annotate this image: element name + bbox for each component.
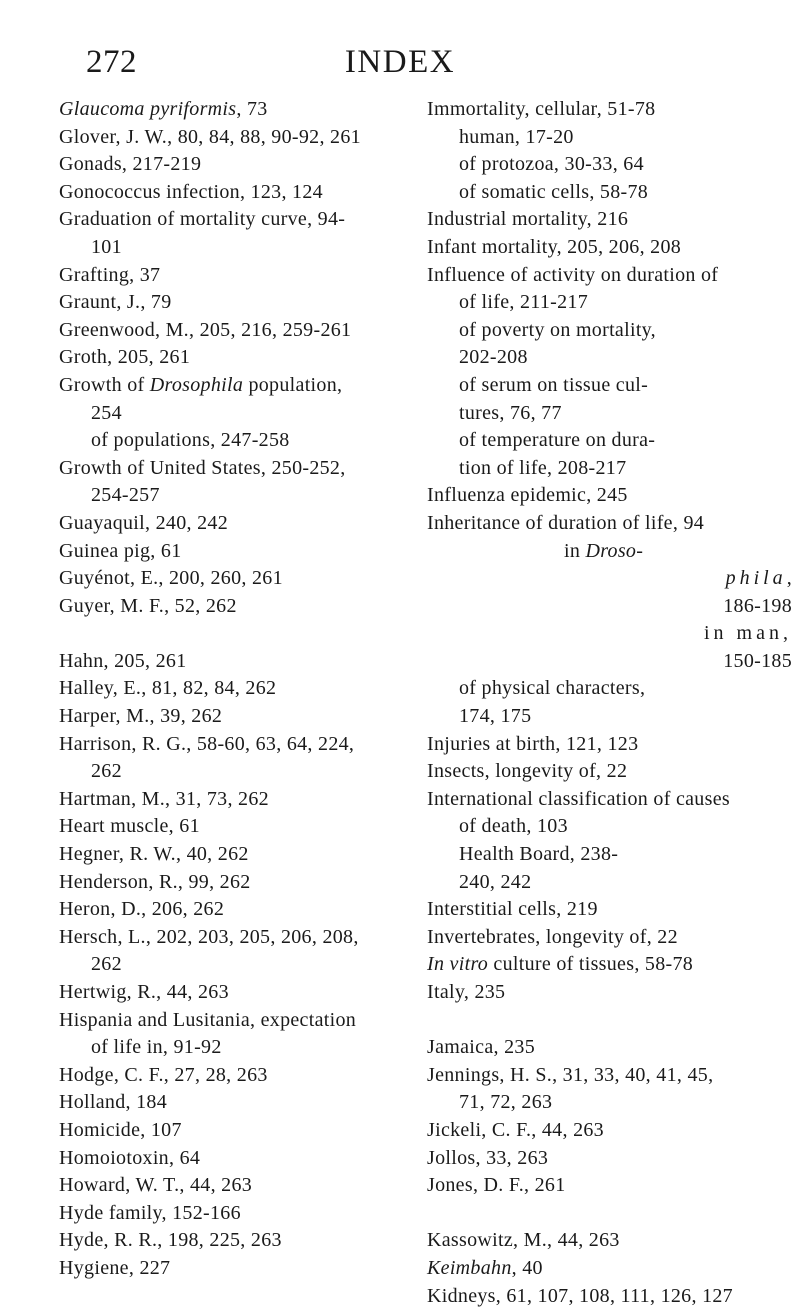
index-entry-continuation: 240, 242 xyxy=(459,870,532,893)
letter-gap xyxy=(427,1007,792,1035)
index-entry: Glaucoma pyriformis, 73 xyxy=(59,98,268,120)
index-entry: Guayaquil, 240, 242 xyxy=(59,511,229,534)
index-entry: Growth of United States, 250-252, xyxy=(59,456,346,479)
index-entry-continuation: 71, 72, 263 xyxy=(459,1091,553,1114)
letter-gap xyxy=(59,620,399,648)
index-entry-continuation: 150-185 xyxy=(723,649,792,672)
index-entry-continuation: 174, 175 xyxy=(459,705,532,728)
index-entry: Guinea pig, 61 xyxy=(59,539,182,562)
index-entry: Heron, D., 206, 262 xyxy=(59,898,225,921)
running-head: INDEX xyxy=(344,44,456,80)
index-subentry: of protozoa, 30-33, 64 xyxy=(459,153,644,176)
index-subentry: of poverty on mortality, xyxy=(459,318,656,341)
index-entry: Henderson, R., 99, 262 xyxy=(59,870,251,893)
index-entry: Growth of Drosophila population, xyxy=(59,373,343,396)
page-number: 272 xyxy=(86,44,137,80)
index-entry: Infant mortality, 205, 206, 208 xyxy=(427,235,682,258)
index-entry: Grafting, 37 xyxy=(59,263,161,286)
index-entry: Hertwig, R., 44, 263 xyxy=(59,981,229,1003)
index-subentry: Health Board, 238- xyxy=(459,843,619,866)
index-entry-continuation: tion of life, 208-217 xyxy=(459,456,627,479)
index-entry: Injuries at birth, 121, 123 xyxy=(427,732,639,755)
index-entry: Harper, M., 39, 262 xyxy=(59,705,223,728)
index-subentry: of somatic cells, 58-78 xyxy=(459,180,649,203)
index-entry: Jamaica, 235 xyxy=(427,1036,536,1059)
index-entry: Jickeli, C. F., 44, 263 xyxy=(427,1118,604,1141)
index-entry-continuation: 254 xyxy=(91,401,122,424)
index-entry: Guyer, M. F., 52, 262 xyxy=(59,594,237,617)
index-entry-continuation: 186-198 xyxy=(723,594,792,617)
index-entry: Howard, W. T., 44, 263 xyxy=(59,1174,253,1197)
index-entry-continuation: of life, 211-217 xyxy=(459,291,589,314)
index-entry: Graunt, J., 79 xyxy=(59,291,172,314)
index-entry: Influenza epidemic, 245 xyxy=(427,484,628,507)
index-column-right xyxy=(427,96,792,1310)
index-entry: Hegner, R. W., 40, 262 xyxy=(59,843,249,866)
index-entry: Hyde, R. R., 198, 225, 263 xyxy=(59,1229,282,1252)
index-entry-continuation: 262 xyxy=(91,760,122,783)
index-subentry: of serum on tissue cul- xyxy=(459,373,649,396)
index-entry: Graduation of mortality curve, 94- xyxy=(59,208,346,231)
index-entry: Greenwood, M., 205, 216, 259-261 xyxy=(59,318,352,341)
index-entry: Gonococcus infection, 123, 124 xyxy=(59,180,323,203)
index-entry: Jollos, 33, 263 xyxy=(427,1146,549,1169)
index-entry: Influence of activity on duration of xyxy=(427,263,719,286)
index-entry-continuation: of death, 103 xyxy=(459,815,568,838)
index-entry-continuation: tures, 76, 77 xyxy=(459,401,562,424)
index-entry: Hahn, 205, 261 xyxy=(59,649,187,672)
index-entry: Homoiotoxin, 64 xyxy=(59,1146,201,1169)
index-entry: Interstitial cells, 219 xyxy=(427,898,598,921)
index-subentry: of physical characters, xyxy=(459,677,646,700)
index-entry: Jones, D. F., 261 xyxy=(427,1174,566,1197)
index-entry: Glover, J. W., 80, 84, 88, 90-92, 261 xyxy=(59,125,361,148)
index-entry: Invertebrates, longevity of, 22 xyxy=(427,925,678,948)
index-entry: Immortality, cellular, 51-78 xyxy=(427,98,656,120)
index-entry: Inheritance of duration of life, 94 xyxy=(427,511,705,534)
index-entry-continuation: 202-208 xyxy=(459,346,528,369)
index-entry: Hispania and Lusitania, expectation xyxy=(59,1008,357,1031)
index-entry: Hodge, C. F., 27, 28, 263 xyxy=(59,1063,268,1086)
index-entry: Homicide, 107 xyxy=(59,1118,182,1141)
index-entry: Gonads, 217-219 xyxy=(59,153,202,176)
index-entry: Industrial mortality, 216 xyxy=(427,208,629,231)
index-entry: Keimbahn, 40 xyxy=(427,1256,543,1279)
index-entry: Heart muscle, 61 xyxy=(59,815,200,838)
index-entry: Jennings, H. S., 31, 33, 40, 41, 45, xyxy=(427,1063,714,1086)
index-entry-continuation: 262 xyxy=(91,953,122,976)
index-column-left xyxy=(59,96,399,1283)
index-entry-continuation: of life in, 91-92 xyxy=(91,1036,222,1059)
index-entry: Harrison, R. G., 58-60, 63, 64, 224, xyxy=(59,732,355,755)
index-entry: Hartman, M., 31, 73, 262 xyxy=(59,787,269,810)
index-entry: In vitro culture of tissues, 58-78 xyxy=(427,953,694,976)
index-subentry: in Droso- xyxy=(564,539,644,562)
index-entry: International classification of causes xyxy=(427,787,730,810)
index-entry: Kidneys, 61, 107, 108, 111, 126, 127 xyxy=(427,1284,733,1307)
page-header xyxy=(0,44,800,94)
index-subentry: of temperature on dura- xyxy=(459,429,656,452)
index-entry: Halley, E., 81, 82, 84, 262 xyxy=(59,677,277,700)
letter-gap xyxy=(427,1200,792,1228)
index-entry: Hersch, L., 202, 203, 205, 206, 208, xyxy=(59,925,359,948)
index-entry: Hyde family, 152-166 xyxy=(59,1201,241,1224)
index-entry: Insects, longevity of, 22 xyxy=(427,760,628,783)
index-subentry: in man, xyxy=(704,622,792,645)
index-subentry: human, 17-20 xyxy=(459,125,574,148)
index-subentry: of populations, 247-258 xyxy=(91,429,290,452)
index-entry-continuation: phila, xyxy=(725,567,792,590)
index-entry: Guyénot, E., 200, 260, 261 xyxy=(59,567,283,590)
index-entry: Kassowitz, M., 44, 263 xyxy=(427,1229,620,1252)
index-entry-continuation: 101 xyxy=(91,235,122,258)
index-entry-continuation: 254-257 xyxy=(91,484,160,507)
index-entry: Hygiene, 227 xyxy=(59,1256,171,1279)
index-entry: Holland, 184 xyxy=(59,1091,168,1114)
index-entry: Italy, 235 xyxy=(427,981,506,1003)
index-entry: Groth, 205, 261 xyxy=(59,346,191,369)
